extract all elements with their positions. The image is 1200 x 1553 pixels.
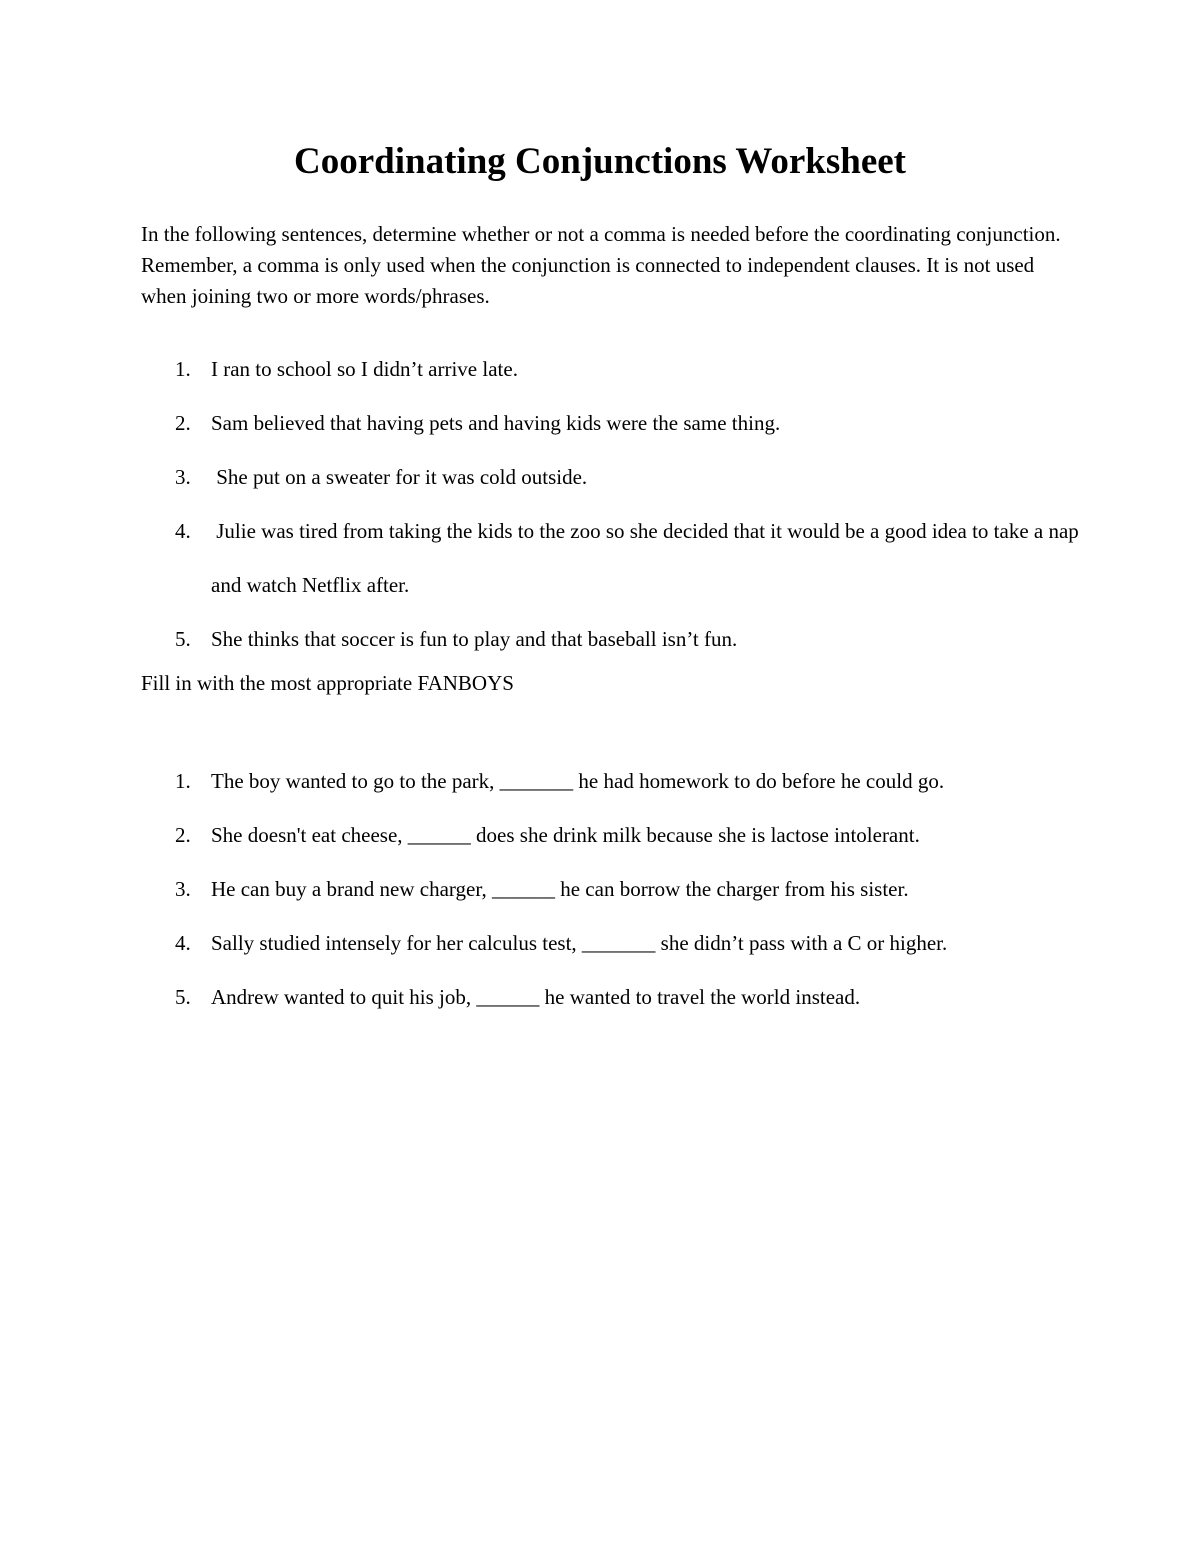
item-text: I ran to school so I didn’t arrive late. (211, 357, 518, 381)
item-text: He can buy a brand new charger, ______ he can borrow the charger from his sister. (211, 877, 909, 901)
item-text: Sam believed that having pets and having kids were the same thing. (211, 411, 781, 435)
list-item (141, 450, 1081, 504)
list-item (141, 504, 1085, 612)
item-number: 1. (175, 357, 191, 381)
item-number: 1. (175, 769, 191, 793)
item-number: 5. (175, 627, 191, 651)
fanboys-heading: Fill in with the most appropriate FANBOYS (141, 671, 514, 695)
item-number: 4. (175, 519, 191, 543)
item-number: 5. (175, 985, 191, 1009)
list-item (141, 396, 1081, 450)
item-text: Sally studied intensely for her calculus test, _______ she didn’t pass with a C or higher. (211, 931, 948, 955)
list-item (141, 970, 1081, 1024)
item-number: 2. (175, 411, 191, 435)
list-item (141, 342, 1081, 396)
comma-exercise-list (141, 342, 1085, 666)
item-text: Andrew wanted to quit his job, ______ he wanted to travel the world instead. (211, 985, 861, 1009)
item-number: 3. (175, 465, 191, 489)
item-text: The boy wanted to go to the park, _______ he had homework to do before he could go. (211, 769, 945, 793)
item-text: She thinks that soccer is fun to play and that baseball isn’t fun. (211, 627, 738, 651)
item-text: She doesn't eat cheese, ______ does she drink milk because she is lactose intolerant. (211, 823, 920, 847)
list-item (141, 754, 1081, 808)
item-number: 3. (175, 877, 191, 901)
instructions-paragraph: In the following sentences, determine whether or not a comma is needed before the coordinating conjunction. Remember, a comma is only used when the conjunction is connected to independent clauses. It is not used when joining two or more words/phrases. (141, 222, 1061, 308)
list-item (141, 916, 1081, 970)
item-number: 4. (175, 931, 191, 955)
item-text: Julie was tired from taking the kids to the zoo so she decided that it would be a good idea to take a nap and watch Netflix after. (211, 519, 1085, 597)
list-item (141, 808, 1081, 862)
item-text: She put on a sweater for it was cold outside. (211, 465, 588, 489)
fanboys-exercise-list (141, 754, 1081, 1024)
list-item (141, 612, 1081, 666)
list-item (141, 862, 1081, 916)
item-number: 2. (175, 823, 191, 847)
page-title: Coordinating Conjunctions Worksheet (294, 141, 906, 182)
